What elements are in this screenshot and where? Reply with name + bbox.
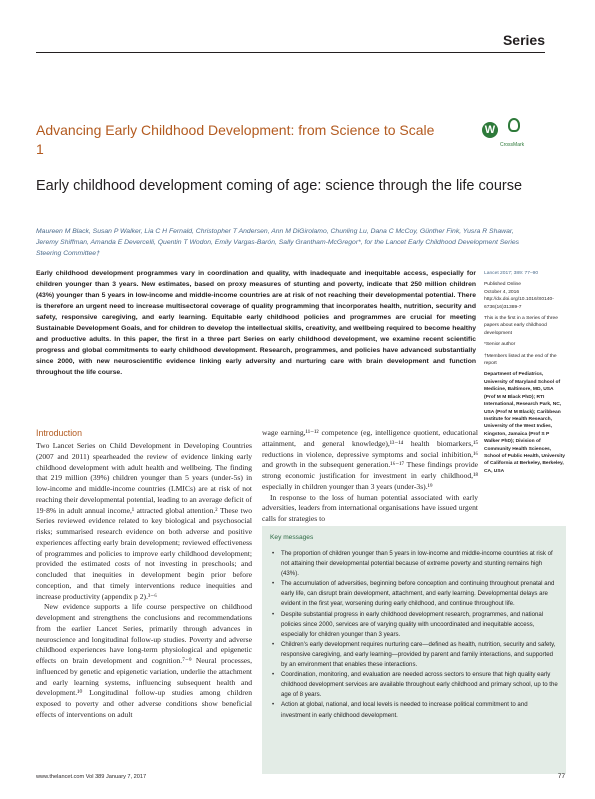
series-title: Advancing Early Childhood Development: from Science to Scale 1 xyxy=(36,122,435,157)
key-messages-list xyxy=(270,549,558,721)
list-item: • The proportion of children younger than 5 years in low-income and middle-income countries at risk of not attaining their developmental potential because of extreme poverty and stunting remains high (43%). xyxy=(272,550,553,578)
crossmark-label: CrossMark xyxy=(500,142,525,148)
key-messages-title: Key messages xyxy=(270,534,314,541)
bullet: • xyxy=(272,701,275,709)
series-label: Series xyxy=(502,32,545,48)
page-number: 77 xyxy=(557,773,565,780)
publication-info xyxy=(484,281,566,311)
published-date: October 4, 2016 xyxy=(484,289,520,295)
citation: Lancet 2017; 389: 77–90 xyxy=(484,271,539,276)
crossmark-icon[interactable] xyxy=(502,118,528,142)
series-note: This is the first in a Series of three papers about early childhood development xyxy=(484,316,558,336)
paragraph: Two Lancet Series on Child Development in Developing Countries (2007 and 2011) spearheaded the review of evidence linking early childhood development with adult health and wellbeing. The finding that 219 million (39%) children younger than 5 years (under-5s) in low-income and middle-income countries (LMICs) are at risk of not reaching their developmental potential, leading to an average deficit of 19·8% in adult annual income,¹ attracted global attention.² These two Series reviewed evidence related to key biological and psychosocial risks; summarised research evidence on both adverse and positive experiences affecting early brain development; reviewed effectiveness of programmes and policies to improve early childhood development; provided the estimated costs of not investing in preschools; and concluded that inequities in development begin prior before conception, and that timely interventions reduce inequities and increase productivity (appendix p 2).³⁻⁶ xyxy=(36,441,252,601)
members-note: †Members listed at the end of the report xyxy=(484,353,557,367)
list-item: • Coordination, monitoring, and evaluation are needed across sectors to ensure that high quality early childhood development services are available throughout early childhood and primary school, up to the age of 8 years. xyxy=(272,671,558,699)
senior-author-note: *Senior author xyxy=(484,342,516,348)
paragraph: New evidence supports a life course perspective on childhood development and strengthens the conclusions and recommendations from the earlier Lancet Series, primarily through advances in neuroscience and longitudinal follow-up studies. Poverty and adverse childhood experiences have long-term physiological and epigenetic effects on brain development and cognition.⁷⁻⁹ Neural processes, influenced by genetic and epigenetic variation, underlie the attachment and early learning systems, influencing subsequent health and development.¹⁰ Longitudinal follow-up studies among children exposed to poverty and other adverse conditions show beneficial effects of interventions on adult xyxy=(36,602,252,719)
key-messages-panel xyxy=(262,526,566,774)
bullet: • xyxy=(272,640,275,648)
header-rule xyxy=(36,52,545,53)
published-online-label: Published Online xyxy=(484,282,521,288)
author-list: Maureen M Black, Susan P Walker, Lia C H Fernald, Christopher T Andersen, Ann M DiGirolamo, Chunling Lu, Dana C McCoy, Günther Fink, Yusra R Shawar, Jeremy Shiffman, Amanda E Devercelli, Quentin T Wodon, Emily Vargas-Barón, Sally Grantham-McGregor*, for the Lancet Early Childhood Development Series Steering Committee† xyxy=(36,228,520,257)
article-title: Early childhood development coming of age: science through the life course xyxy=(36,178,523,194)
body-column-right xyxy=(262,428,478,525)
list-item: • The accumulation of adversities, beginning before conception and continuing throughout prenatal and early life, can disrupt brain development, attachment, and early learning. Developmental delays are evident in the first year, worsening during early childhood, and continue throughout life. xyxy=(272,580,555,608)
open-access-icon[interactable]: W xyxy=(482,122,498,138)
list-item: • Action at global, national, and local levels is needed to increase political commitment to and investment in early childhood development. xyxy=(272,701,528,719)
bullet: • xyxy=(272,550,275,557)
body-column-left xyxy=(36,428,252,721)
bullet: • xyxy=(272,610,275,618)
bullet: • xyxy=(272,580,275,588)
paragraph: wage earning,¹¹⁻¹² competence (eg, intelligence quotient, educational attainment, and general knowledge),¹³⁻¹⁴ health biomarkers,¹⁵ reductions in violence, depressive symptoms and social inhibition,¹⁶ and growth in the subsequent generation.¹⁶⁻¹⁷ These findings provide strong economic justification for investment in early childhood,¹⁸ especially in children younger than 3 years (under-3s).¹⁹ xyxy=(262,428,478,491)
list-item: • Children's early development requires nurturing care—defined as health, nutrition, security and safety, responsive caregiving, and early learning—provided by parent and family interactions, and supported by an environment that enables these interactions. xyxy=(272,640,556,669)
footer-journal-info: www.thelancet.com Vol 389 January 7, 2017 xyxy=(36,774,147,780)
bullet: • xyxy=(272,671,275,679)
paragraph: In response to the loss of human potential associated with early adversities, leaders from international organisations have issued urgent calls for strategies to xyxy=(262,492,478,523)
affiliations: Department of Pediatrics, University of Maryland School of Medicine, Baltimore, MD, USA (Prof M M Black PhD); RTI International, Research Park, NC, USA (Prof M M Black); Caribbean Institute for Health Research, University of the West Indies, Kingston, Jamaica (Prof S P Walker PhD); Division of Community Health Sciences, School of Public Health, University of California at Berkeley, Berkeley, CA, USA xyxy=(484,372,565,474)
section-heading-introduction: Introduction xyxy=(36,428,82,438)
abstract: Early childhood development programmes vary in coordination and quality, with inadequate and inequitable access, especially for children younger than 3 years. New estimates, based on proxy measures of stunting and poverty, indicate that 250 million children (43%) younger than 5 years in low-income and middle-income countries are at risk of not reaching their developmental potential. There is therefore an urgent need to increase multisectoral coverage of quality programming that incorporates health, nutrition, security and safety, responsive caregiving, and early learning. Equitable early childhood policies and programmes are crucial for meeting Sustainable Development Goals, and for children to develop the intellectual skills, creativity, and wellbeing required to become healthy and productive adults. In this paper, the first in a three part Series on early childhood development, we examine recent scientific progress and global commitments to early childhood development. Research, programmes, and policies have advanced substantially since 2000, with new neuroscientific evidence linking early adversity and nurturing care with brain development and function throughout the life course. xyxy=(36,270,476,376)
list-item: • Despite substantial progress in early childhood development research, programmes, and national policies since 2000, services are of varying quality with uncoordinated and inequitable access, especially for children younger than 3 years. xyxy=(272,610,544,638)
article-sidebar xyxy=(484,270,566,479)
doi-link[interactable]: http://dx.doi.org/10.1016/S0140-6736(16)31389-7 xyxy=(484,297,554,310)
